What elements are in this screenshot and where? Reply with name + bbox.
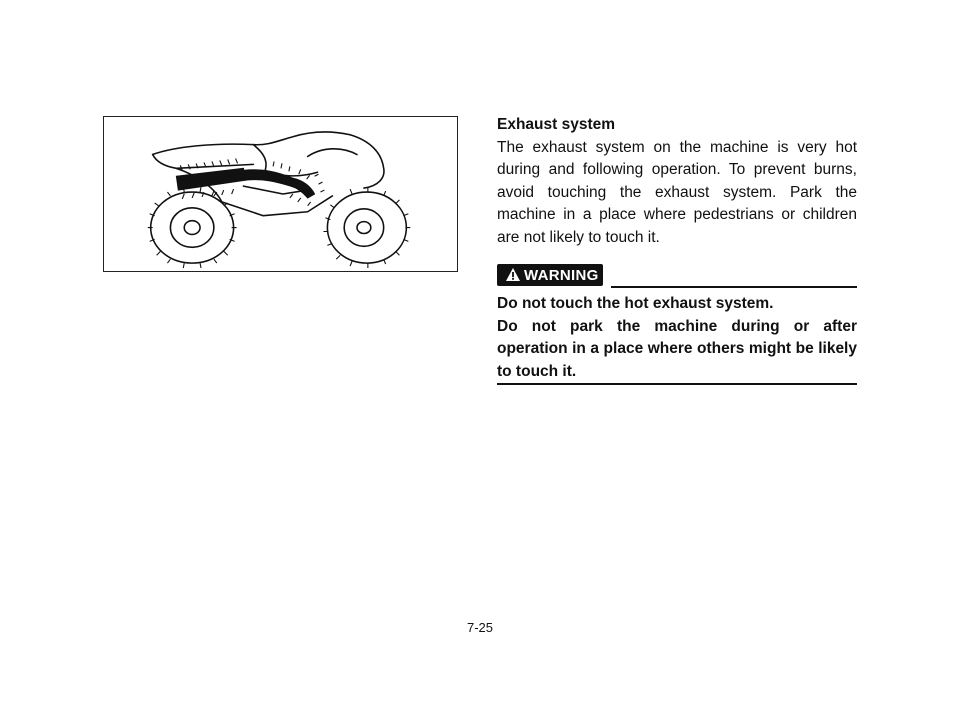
warning-text [497,293,857,383]
warning-top-rule [611,286,857,288]
warning-label: WARNING [524,266,599,284]
warning-badge [497,264,603,286]
warning-line-1: Do not touch the hot exhaust system. [497,295,774,312]
warning-header [497,264,857,288]
page-number: 7-25 [466,620,494,635]
section-body: The exhaust system on the machine is very hot during and following operation. To prevent burns, avoid touching the exhaust system. Park the machine in a place where pedestrians or children are not likely to touch it. [497,138,857,246]
atv-illustration [104,117,457,271]
exhaust-section [497,114,857,249]
warning-bottom-rule [497,383,857,385]
warning-triangle-icon [505,267,521,283]
atv-exhaust-figure [103,116,458,272]
warning-line-2: Do not park the machine during or after operation in a place where others might be likely to touch it. [497,317,857,380]
section-title: Exhaust system [497,116,616,133]
